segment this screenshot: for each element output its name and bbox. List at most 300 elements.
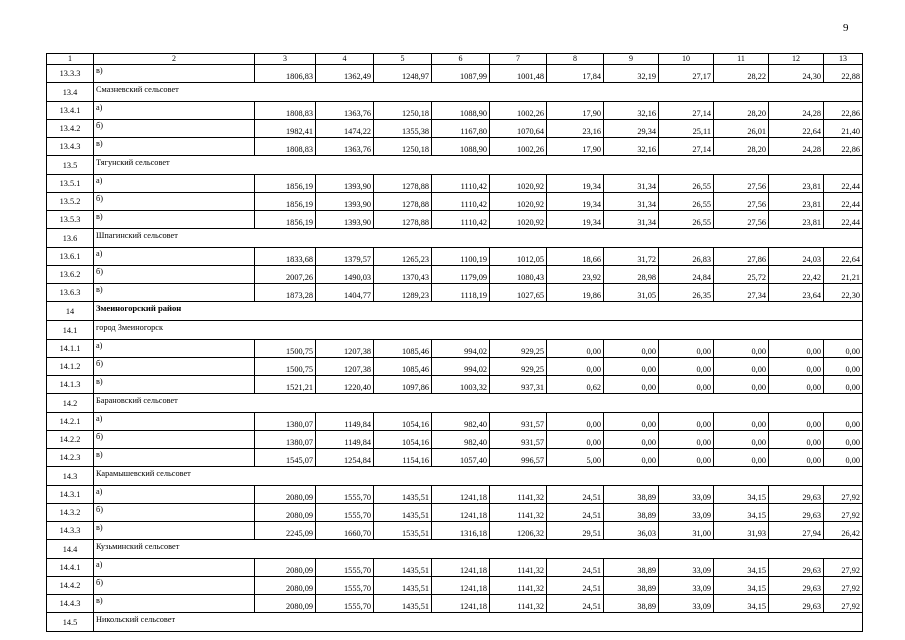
column-number: 1 — [47, 54, 94, 65]
value-cell: 29,63 — [769, 577, 824, 595]
value-cell: 0,00 — [547, 413, 604, 431]
value-cell: 1250,18 — [374, 102, 432, 120]
value-cell: 1241,18 — [432, 486, 490, 504]
value-cell: 1057,40 — [432, 449, 490, 467]
value-cell: 24,51 — [547, 559, 604, 577]
value-cell: 996,57 — [490, 449, 547, 467]
value-cell: 0,00 — [824, 449, 863, 467]
value-cell: 28,98 — [604, 266, 659, 284]
section-title: Никольский сельсовет — [94, 613, 863, 632]
row-label: б) — [94, 431, 255, 449]
value-cell: 0,00 — [769, 376, 824, 394]
section-row — [47, 302, 863, 321]
value-cell: 1141,32 — [490, 486, 547, 504]
row-label: в) — [94, 449, 255, 467]
row-code: 14.3.1 — [47, 486, 94, 504]
value-cell: 1555,70 — [316, 595, 374, 613]
value-cell: 1141,32 — [490, 577, 547, 595]
value-cell: 1088,90 — [432, 138, 490, 156]
row-code: 13.6 — [47, 229, 94, 248]
value-cell: 1808,83 — [255, 138, 316, 156]
value-cell: 2080,09 — [255, 504, 316, 522]
value-cell: 0,00 — [769, 358, 824, 376]
value-cell: 17,90 — [547, 138, 604, 156]
value-cell: 1020,92 — [490, 211, 547, 229]
value-cell: 1982,41 — [255, 120, 316, 138]
value-cell: 929,25 — [490, 358, 547, 376]
value-cell: 2080,09 — [255, 559, 316, 577]
table-row — [47, 193, 863, 211]
value-cell: 1206,32 — [490, 522, 547, 540]
row-code: 14.4.3 — [47, 595, 94, 613]
value-cell: 1001,48 — [490, 65, 547, 83]
column-number: 12 — [769, 54, 824, 65]
value-cell: 1003,32 — [432, 376, 490, 394]
row-code: 13.4.1 — [47, 102, 94, 120]
row-code: 13.4 — [47, 83, 94, 102]
value-cell: 1248,97 — [374, 65, 432, 83]
value-cell: 22,30 — [824, 284, 863, 302]
value-cell: 23,81 — [769, 175, 824, 193]
value-cell: 1474,22 — [316, 120, 374, 138]
value-cell: 1660,70 — [316, 522, 374, 540]
value-cell: 1362,49 — [316, 65, 374, 83]
column-number: 11 — [714, 54, 769, 65]
value-cell: 1054,16 — [374, 413, 432, 431]
value-cell: 1521,21 — [255, 376, 316, 394]
value-cell: 1265,23 — [374, 248, 432, 266]
value-cell: 1141,32 — [490, 595, 547, 613]
table-row — [47, 120, 863, 138]
row-code: 13.5.2 — [47, 193, 94, 211]
value-cell: 0,62 — [547, 376, 604, 394]
row-label: б) — [94, 266, 255, 284]
value-cell: 1278,88 — [374, 211, 432, 229]
section-row — [47, 229, 863, 248]
row-code: 13.4.3 — [47, 138, 94, 156]
value-cell: 1555,70 — [316, 486, 374, 504]
value-cell: 0,00 — [659, 376, 714, 394]
value-cell: 1435,51 — [374, 577, 432, 595]
value-cell: 27,92 — [824, 577, 863, 595]
row-code: 14.1.3 — [47, 376, 94, 394]
table-body — [47, 54, 863, 632]
section-title: город Змеиногорск — [94, 321, 863, 340]
value-cell: 26,35 — [659, 284, 714, 302]
value-cell: 1088,90 — [432, 102, 490, 120]
value-cell: 1179,09 — [432, 266, 490, 284]
value-cell: 22,42 — [769, 266, 824, 284]
value-cell: 0,00 — [547, 431, 604, 449]
value-cell: 1080,43 — [490, 266, 547, 284]
table-row — [47, 65, 863, 83]
value-cell: 1241,18 — [432, 577, 490, 595]
value-cell: 24,28 — [769, 102, 824, 120]
table-row — [47, 284, 863, 302]
value-cell: 0,00 — [824, 340, 863, 358]
section-title: Кузьминский сельсовет — [94, 540, 863, 559]
value-cell: 1097,86 — [374, 376, 432, 394]
row-label: а) — [94, 340, 255, 358]
row-label: а) — [94, 413, 255, 431]
table-row — [47, 559, 863, 577]
row-code: 14.2.3 — [47, 449, 94, 467]
value-cell: 27,56 — [714, 211, 769, 229]
table-row — [47, 358, 863, 376]
column-number: 3 — [255, 54, 316, 65]
value-cell: 929,25 — [490, 340, 547, 358]
value-cell: 0,00 — [714, 413, 769, 431]
value-cell: 33,09 — [659, 595, 714, 613]
value-cell: 1250,18 — [374, 138, 432, 156]
value-cell: 1070,64 — [490, 120, 547, 138]
value-cell: 24,51 — [547, 577, 604, 595]
value-cell: 1027,65 — [490, 284, 547, 302]
value-cell: 22,44 — [824, 193, 863, 211]
value-cell: 26,01 — [714, 120, 769, 138]
column-number: 6 — [432, 54, 490, 65]
value-cell: 0,00 — [604, 413, 659, 431]
value-cell: 21,40 — [824, 120, 863, 138]
value-cell: 26,55 — [659, 211, 714, 229]
value-cell: 29,63 — [769, 504, 824, 522]
row-code: 14.3 — [47, 467, 94, 486]
page-number: 9 — [843, 22, 849, 34]
value-cell: 1207,38 — [316, 358, 374, 376]
value-cell: 1087,99 — [432, 65, 490, 83]
value-cell: 34,15 — [714, 559, 769, 577]
row-code: 13.5.3 — [47, 211, 94, 229]
row-code: 13.3.3 — [47, 65, 94, 83]
value-cell: 1435,51 — [374, 595, 432, 613]
value-cell: 0,00 — [604, 449, 659, 467]
value-cell: 32,16 — [604, 102, 659, 120]
row-label: в) — [94, 65, 255, 83]
value-cell: 1002,26 — [490, 102, 547, 120]
section-row — [47, 83, 863, 102]
value-cell: 1207,38 — [316, 340, 374, 358]
value-cell: 19,34 — [547, 193, 604, 211]
section-row — [47, 156, 863, 175]
row-label: а) — [94, 102, 255, 120]
value-cell: 1118,19 — [432, 284, 490, 302]
value-cell: 982,40 — [432, 431, 490, 449]
value-cell: 1808,83 — [255, 102, 316, 120]
value-cell: 1435,51 — [374, 486, 432, 504]
row-code: 14.1.1 — [47, 340, 94, 358]
value-cell: 0,00 — [769, 340, 824, 358]
row-code: 14.5 — [47, 613, 94, 632]
table-row — [47, 413, 863, 431]
value-cell: 1002,26 — [490, 138, 547, 156]
value-cell: 1856,19 — [255, 193, 316, 211]
value-cell: 27,92 — [824, 559, 863, 577]
value-cell: 32,19 — [604, 65, 659, 83]
column-number: 5 — [374, 54, 432, 65]
value-cell: 27,34 — [714, 284, 769, 302]
row-label: в) — [94, 138, 255, 156]
value-cell: 1110,42 — [432, 211, 490, 229]
value-cell: 1241,18 — [432, 559, 490, 577]
value-cell: 22,64 — [824, 248, 863, 266]
value-cell: 24,51 — [547, 595, 604, 613]
row-label: б) — [94, 120, 255, 138]
value-cell: 27,92 — [824, 595, 863, 613]
value-cell: 34,15 — [714, 486, 769, 504]
row-code: 13.5 — [47, 156, 94, 175]
value-cell: 25,11 — [659, 120, 714, 138]
section-row — [47, 540, 863, 559]
value-cell: 0,00 — [824, 413, 863, 431]
section-row — [47, 467, 863, 486]
value-cell: 34,15 — [714, 595, 769, 613]
row-code: 14 — [47, 302, 94, 321]
value-cell: 24,28 — [769, 138, 824, 156]
value-cell: 31,72 — [604, 248, 659, 266]
value-cell: 994,02 — [432, 358, 490, 376]
value-cell: 1149,84 — [316, 413, 374, 431]
value-cell: 1380,07 — [255, 431, 316, 449]
value-cell: 0,00 — [769, 431, 824, 449]
value-cell: 19,34 — [547, 175, 604, 193]
value-cell: 23,64 — [769, 284, 824, 302]
value-cell: 24,51 — [547, 486, 604, 504]
row-label: в) — [94, 522, 255, 540]
value-cell: 28,20 — [714, 102, 769, 120]
value-cell: 2080,09 — [255, 577, 316, 595]
value-cell: 38,89 — [604, 577, 659, 595]
section-row — [47, 321, 863, 340]
value-cell: 25,72 — [714, 266, 769, 284]
value-cell: 0,00 — [547, 340, 604, 358]
value-cell: 1100,19 — [432, 248, 490, 266]
value-cell: 0,00 — [769, 413, 824, 431]
value-cell: 1363,76 — [316, 102, 374, 120]
value-cell: 0,00 — [824, 358, 863, 376]
column-number: 8 — [547, 54, 604, 65]
value-cell: 22,44 — [824, 211, 863, 229]
row-label: б) — [94, 193, 255, 211]
value-cell: 29,63 — [769, 595, 824, 613]
value-cell: 33,09 — [659, 577, 714, 595]
section-title: Смазневский сельсовет — [94, 83, 863, 102]
value-cell: 1241,18 — [432, 504, 490, 522]
table-row — [47, 340, 863, 358]
table-row — [47, 248, 863, 266]
value-cell: 38,89 — [604, 559, 659, 577]
table-row — [47, 577, 863, 595]
value-cell: 24,30 — [769, 65, 824, 83]
section-title: Барановский сельсовет — [94, 394, 863, 413]
value-cell: 931,57 — [490, 413, 547, 431]
row-code: 13.5.1 — [47, 175, 94, 193]
value-cell: 1149,84 — [316, 431, 374, 449]
value-cell: 982,40 — [432, 413, 490, 431]
row-label: б) — [94, 577, 255, 595]
value-cell: 1380,07 — [255, 413, 316, 431]
row-code: 13.6.1 — [47, 248, 94, 266]
value-cell: 5,00 — [547, 449, 604, 467]
table-row — [47, 175, 863, 193]
value-cell: 1873,28 — [255, 284, 316, 302]
value-cell: 1278,88 — [374, 193, 432, 211]
table-row — [47, 486, 863, 504]
value-cell: 1555,70 — [316, 504, 374, 522]
section-row — [47, 613, 863, 632]
value-cell: 0,00 — [714, 449, 769, 467]
value-cell: 34,15 — [714, 577, 769, 595]
value-cell: 31,34 — [604, 211, 659, 229]
value-cell: 1020,92 — [490, 193, 547, 211]
value-cell: 1806,83 — [255, 65, 316, 83]
row-code: 14.2.1 — [47, 413, 94, 431]
value-cell: 1241,18 — [432, 595, 490, 613]
value-cell: 23,81 — [769, 193, 824, 211]
value-cell: 27,14 — [659, 102, 714, 120]
value-cell: 31,34 — [604, 175, 659, 193]
value-cell: 0,00 — [659, 449, 714, 467]
value-cell: 0,00 — [769, 449, 824, 467]
value-cell: 1555,70 — [316, 577, 374, 595]
value-cell: 0,00 — [714, 358, 769, 376]
value-cell: 0,00 — [659, 358, 714, 376]
value-cell: 26,55 — [659, 193, 714, 211]
value-cell: 1404,77 — [316, 284, 374, 302]
value-cell: 17,84 — [547, 65, 604, 83]
value-cell: 1220,40 — [316, 376, 374, 394]
value-cell: 31,00 — [659, 522, 714, 540]
value-cell: 31,34 — [604, 193, 659, 211]
value-cell: 1555,70 — [316, 559, 374, 577]
value-cell: 1316,18 — [432, 522, 490, 540]
value-cell: 22,64 — [769, 120, 824, 138]
value-cell: 26,83 — [659, 248, 714, 266]
value-cell: 19,34 — [547, 211, 604, 229]
value-cell: 1141,32 — [490, 559, 547, 577]
value-cell: 23,16 — [547, 120, 604, 138]
row-label: а) — [94, 559, 255, 577]
value-cell: 28,22 — [714, 65, 769, 83]
value-cell: 2007,26 — [255, 266, 316, 284]
value-cell: 26,42 — [824, 522, 863, 540]
value-cell: 1393,90 — [316, 193, 374, 211]
table-row — [47, 595, 863, 613]
row-code: 14.1.2 — [47, 358, 94, 376]
section-title: Шпагинский сельсовет — [94, 229, 863, 248]
value-cell: 1393,90 — [316, 175, 374, 193]
value-cell: 937,31 — [490, 376, 547, 394]
column-number-row — [47, 54, 863, 65]
value-cell: 29,51 — [547, 522, 604, 540]
row-label: б) — [94, 504, 255, 522]
column-number: 4 — [316, 54, 374, 65]
value-cell: 28,20 — [714, 138, 769, 156]
value-cell: 0,00 — [824, 431, 863, 449]
value-cell: 1500,75 — [255, 358, 316, 376]
value-cell: 22,86 — [824, 102, 863, 120]
value-cell: 1435,51 — [374, 504, 432, 522]
row-label: в) — [94, 211, 255, 229]
value-cell: 27,17 — [659, 65, 714, 83]
value-cell: 23,92 — [547, 266, 604, 284]
value-cell: 22,86 — [824, 138, 863, 156]
row-code: 13.6.2 — [47, 266, 94, 284]
value-cell: 38,89 — [604, 486, 659, 504]
value-cell: 1085,46 — [374, 358, 432, 376]
value-cell: 1435,51 — [374, 559, 432, 577]
table-row — [47, 522, 863, 540]
value-cell: 32,16 — [604, 138, 659, 156]
row-label: а) — [94, 486, 255, 504]
value-cell: 1363,76 — [316, 138, 374, 156]
value-cell: 1054,16 — [374, 431, 432, 449]
value-cell: 34,15 — [714, 504, 769, 522]
value-cell: 0,00 — [547, 358, 604, 376]
column-number: 2 — [94, 54, 255, 65]
value-cell: 1393,90 — [316, 211, 374, 229]
value-cell: 24,03 — [769, 248, 824, 266]
value-cell: 0,00 — [604, 431, 659, 449]
value-cell: 0,00 — [824, 376, 863, 394]
value-cell: 1856,19 — [255, 211, 316, 229]
value-cell: 17,90 — [547, 102, 604, 120]
table-row — [47, 138, 863, 156]
value-cell: 0,00 — [714, 376, 769, 394]
value-cell: 1535,51 — [374, 522, 432, 540]
row-label: б) — [94, 358, 255, 376]
section-title: Тягунский сельсовет — [94, 156, 863, 175]
value-cell: 31,05 — [604, 284, 659, 302]
row-code: 14.2 — [47, 394, 94, 413]
row-label: а) — [94, 175, 255, 193]
value-cell: 1085,46 — [374, 340, 432, 358]
table-row — [47, 376, 863, 394]
section-title: Карамышевский сельсовет — [94, 467, 863, 486]
table-row — [47, 504, 863, 522]
value-cell: 38,89 — [604, 504, 659, 522]
row-label: в) — [94, 284, 255, 302]
value-cell: 21,21 — [824, 266, 863, 284]
value-cell: 27,56 — [714, 175, 769, 193]
row-code: 14.2.2 — [47, 431, 94, 449]
value-cell: 1500,75 — [255, 340, 316, 358]
value-cell: 1278,88 — [374, 175, 432, 193]
value-cell: 33,09 — [659, 504, 714, 522]
value-cell: 22,44 — [824, 175, 863, 193]
table-row — [47, 102, 863, 120]
value-cell: 26,55 — [659, 175, 714, 193]
row-code: 14.3.3 — [47, 522, 94, 540]
value-cell: 33,09 — [659, 559, 714, 577]
table-row — [47, 431, 863, 449]
value-cell: 0,00 — [604, 340, 659, 358]
column-number: 9 — [604, 54, 659, 65]
value-cell: 1110,42 — [432, 175, 490, 193]
value-cell: 27,92 — [824, 486, 863, 504]
value-cell: 1167,80 — [432, 120, 490, 138]
value-cell: 0,00 — [604, 376, 659, 394]
section-title: Змеиногорский район — [94, 302, 863, 321]
row-code: 14.4 — [47, 540, 94, 559]
value-cell: 1012,05 — [490, 248, 547, 266]
row-code: 14.1 — [47, 321, 94, 340]
value-cell: 994,02 — [432, 340, 490, 358]
value-cell: 931,57 — [490, 431, 547, 449]
value-cell: 1370,43 — [374, 266, 432, 284]
value-cell: 29,63 — [769, 486, 824, 504]
value-cell: 29,34 — [604, 120, 659, 138]
row-code: 14.4.1 — [47, 559, 94, 577]
